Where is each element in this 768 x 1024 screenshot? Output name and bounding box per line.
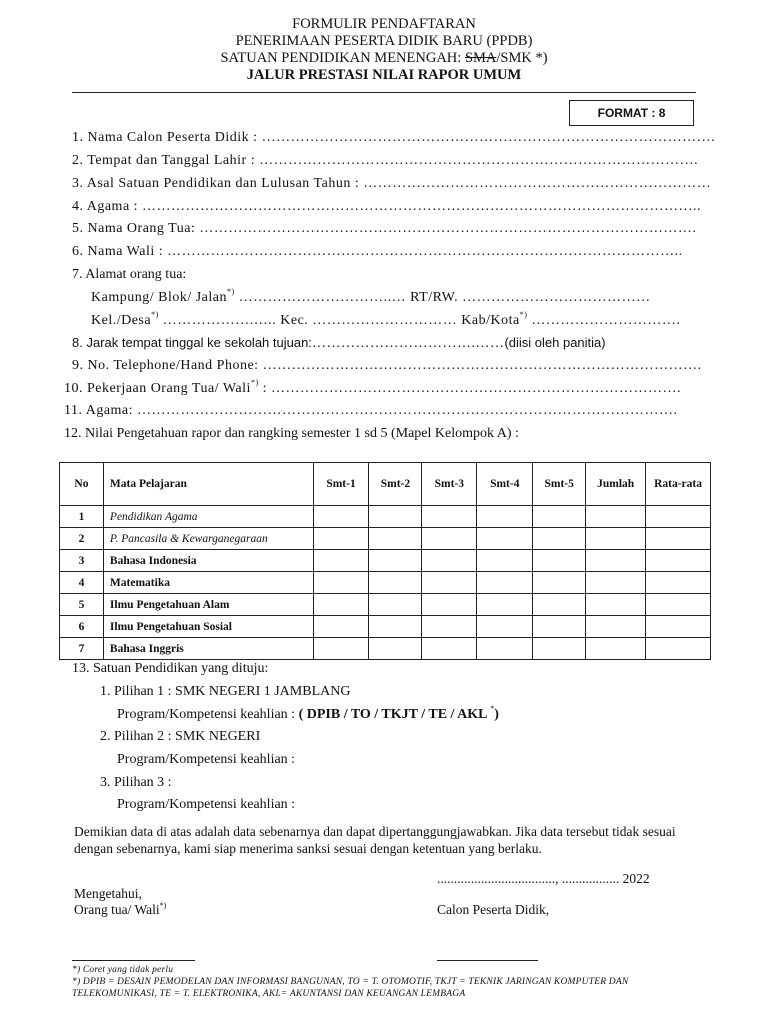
row-number: 6 (60, 616, 104, 638)
grade-cell[interactable] (586, 572, 646, 594)
signature-parent-text: Orang tua/ Wali (74, 902, 160, 917)
occupation-label: 10. Pekerjaan Orang Tua/ Wali (64, 381, 251, 396)
row-number: 5 (60, 594, 104, 616)
grade-cell[interactable] (533, 638, 586, 660)
choice-1[interactable]: 1. Pilihan 1 : SMK NEGERI 1 JAMBLANG (100, 684, 351, 699)
grade-cell[interactable] (422, 528, 477, 550)
field-parent-occupation[interactable] (64, 378, 681, 397)
grade-cell[interactable] (477, 528, 533, 550)
field-parent-address-label: 7. Alamat orang tua: (72, 267, 187, 282)
occupation-footnote: *) (250, 378, 259, 388)
occupation-dots: : …………………………………………………………………………. (258, 381, 681, 396)
grade-cell[interactable] (369, 594, 422, 616)
table-row (60, 506, 711, 528)
footnote-programs: *) DPIB = DESAIN PEMODELAN DAN INFORMASI BANGUNAN, TO = T. OTOMOTIF, TKJT = TEKNIK JARINGAN KOMPUTER DAN (72, 977, 629, 987)
field-parent-name[interactable]: 5. Nama Orang Tua: …………………………………………………………………………………………. (72, 221, 697, 236)
grade-cell[interactable] (369, 550, 422, 572)
footnote-strike: *) Coret yang tidak perlu (72, 965, 174, 975)
grade-cell[interactable] (369, 528, 422, 550)
distance-note: (diisi oleh panitia) (504, 335, 606, 350)
grade-cell[interactable] (422, 506, 477, 528)
grade-cell[interactable] (369, 506, 422, 528)
grade-cell[interactable] (533, 594, 586, 616)
address-village-footnote: *) (151, 310, 159, 320)
grade-cell[interactable] (477, 638, 533, 660)
address-street-dots: …………………………..… RT/RW. ………………………………… (234, 290, 651, 305)
field-birth-place-date[interactable]: 2. Tempat dan Tanggal Lahir : ………………………………………………………………………………. (72, 153, 699, 168)
choice-1-program-footnote: * (490, 704, 495, 714)
student-signature-line[interactable] (437, 960, 538, 961)
grade-cell[interactable] (477, 550, 533, 572)
grade-cell[interactable] (422, 572, 477, 594)
format-box: FORMAT : 8 (569, 100, 694, 126)
col-smt-1: Smt-1 (313, 463, 369, 506)
row-number: 2 (60, 528, 104, 550)
form-subtitle: PENERIMAAN PESERTA DIDIK BARU (PPDB) (235, 33, 533, 49)
grade-cell[interactable] (586, 594, 646, 616)
address-city-footnote: *) (519, 310, 528, 320)
grade-cell[interactable] (586, 616, 646, 638)
field-guardian-name[interactable]: 6. Nama Wali : …………………………………………………………………………………………….. (72, 244, 683, 259)
field-student-name[interactable]: 1. Nama Calon Peserta Didik : …………………………………………………………………………………. (72, 130, 716, 145)
grade-cell[interactable] (586, 506, 646, 528)
field-distance[interactable] (72, 335, 606, 352)
admission-path-title: JALUR PRESTASI NILAI RAPOR UMUM (246, 67, 522, 83)
grades-table (59, 462, 711, 660)
grade-cell[interactable] (477, 616, 533, 638)
grade-cell[interactable] (313, 506, 369, 528)
grade-cell[interactable] (646, 616, 711, 638)
form-title: FORMULIR PENDAFTARAN (292, 16, 476, 32)
field-grades-label: 12. Nilai Pengetahuan rapor dan rangking semester 1 sd 5 (Mapel Kelompok A) : (64, 426, 519, 441)
col-subject: Mata Pelajaran (103, 463, 313, 506)
grade-cell[interactable] (313, 528, 369, 550)
grade-cell[interactable] (369, 638, 422, 660)
grade-cell[interactable] (313, 616, 369, 638)
row-subject: Pendidikan Agama (103, 506, 313, 528)
grade-cell[interactable] (533, 528, 586, 550)
row-subject: Ilmu Pengetahuan Sosial (103, 616, 313, 638)
choice-1-program[interactable] (117, 704, 499, 723)
grades-header-row (60, 463, 711, 506)
grade-cell[interactable] (586, 550, 646, 572)
signature-student-label: Calon Peserta Didik, (437, 902, 550, 917)
grade-cell[interactable] (646, 638, 711, 660)
parent-signature-line[interactable] (72, 960, 195, 961)
grade-cell[interactable] (422, 638, 477, 660)
table-row (60, 616, 711, 638)
grade-cell[interactable] (477, 506, 533, 528)
field-phone[interactable]: 9. No. Telephone/Hand Phone: ………………………………………………………………………………. (72, 358, 702, 373)
row-subject: Bahasa Inggris (103, 638, 313, 660)
row-number: 4 (60, 572, 104, 594)
signature-date[interactable]: ..................................., ................. 2022 (437, 871, 650, 886)
address-district-city: ……………….….. Kec. ………………………… Kab/Kota (158, 313, 520, 328)
choice-2[interactable]: 2. Pilihan 2 : SMK NEGERI (100, 729, 261, 744)
grade-cell[interactable] (313, 550, 369, 572)
grade-cell[interactable] (533, 506, 586, 528)
table-row (60, 572, 711, 594)
grade-cell[interactable] (369, 616, 422, 638)
signature-parent-footnote: *) (159, 900, 167, 910)
signature-parent-label (74, 901, 166, 918)
grade-cell[interactable] (313, 638, 369, 660)
col-average: Rata-rata (646, 463, 711, 506)
education-unit-prefix: SATUAN PENDIDIKAN MENENGAH: (220, 50, 465, 66)
table-row (60, 528, 711, 550)
row-subject: P. Pancasila & Kewarganegaraan (103, 528, 313, 550)
grade-cell[interactable] (533, 550, 586, 572)
choice-1-program-close: ) (494, 707, 499, 722)
grade-cell[interactable] (646, 572, 711, 594)
field-origin-school[interactable]: 3. Asal Satuan Pendidikan dan Lulusan Tahun : ……………………………………………………………… (72, 176, 712, 191)
grade-cell[interactable] (586, 528, 646, 550)
address-street-footnote: *) (227, 287, 235, 297)
col-no: No (60, 463, 104, 506)
address-city-dots: …………………………. (527, 313, 681, 328)
choice-1-program-label: Program/Kompetensi keahlian : (117, 707, 299, 722)
grade-cell[interactable] (369, 572, 422, 594)
table-row (60, 638, 711, 660)
distance-label: 8. Jarak tempat tinggal ke sekolah tujuan: (72, 335, 312, 350)
grade-cell[interactable] (313, 572, 369, 594)
col-total: Jumlah (586, 463, 646, 506)
field-address-village[interactable] (91, 310, 681, 329)
target-school-title: 13. Satuan Pendidikan yang dituju: (72, 661, 269, 676)
grade-cell[interactable] (533, 572, 586, 594)
grade-cell[interactable] (422, 594, 477, 616)
address-village-label: Kel./Desa (91, 313, 152, 328)
grade-cell[interactable] (533, 616, 586, 638)
choice-1-program-options: ( DPIB / TO / TKJT / TE / AKL (298, 707, 491, 722)
row-subject: Matematika (103, 572, 313, 594)
table-row (60, 594, 711, 616)
grades-body (60, 506, 711, 660)
row-number: 1 (60, 506, 104, 528)
col-smt-3: Smt-3 (422, 463, 477, 506)
field-religion[interactable]: 4. Agama : …………………………………………………………………………………………………….. (72, 199, 702, 214)
field-address-street[interactable] (91, 287, 651, 306)
choice-2-program[interactable]: Program/Kompetensi keahlian : (117, 752, 296, 767)
grade-cell[interactable] (646, 506, 711, 528)
row-number: 7 (60, 638, 104, 660)
grade-cell[interactable] (422, 616, 477, 638)
choice-3-program[interactable]: Program/Kompetensi keahlian : (117, 797, 296, 812)
grade-cell[interactable] (477, 594, 533, 616)
grade-cell[interactable] (586, 638, 646, 660)
header-divider (72, 92, 696, 93)
choice-3[interactable]: 3. Pilihan 3 : (100, 775, 172, 790)
grade-cell[interactable] (646, 528, 711, 550)
declaration-statement: Demikian data di atas adalah data sebenarnya dan dapat dipertanggungjawabkan. Jika data tersebut tidak sesuai dengan sebenarnya, kami siap menerima sanksi sesuai dengan ketentuan yang berlaku. (74, 824, 676, 856)
distance-dots: …………………………….…… (311, 336, 505, 351)
row-subject: Ilmu Pengetahuan Alam (103, 594, 313, 616)
education-unit-struck: SMA (464, 50, 497, 66)
education-unit-suffix: /SMK *) (496, 50, 548, 66)
footnote-programs-cont: TELEKOMUNIKASI, TE = T. ELEKTRONIKA, AKL= AKUNTANSI DAN KEUANGAN LEMBAGA (72, 989, 466, 999)
col-smt-4: Smt-4 (477, 463, 533, 506)
grade-cell[interactable] (646, 550, 711, 572)
address-street-label: Kampung/ Blok/ Jalan (91, 290, 227, 305)
row-subject: Bahasa Indonesia (103, 550, 313, 572)
grade-cell[interactable] (646, 594, 711, 616)
grade-cell[interactable] (313, 594, 369, 616)
row-number: 3 (60, 550, 104, 572)
education-unit-line (0, 50, 768, 66)
field-religion-2[interactable]: 11. Agama: …………………………………………………………………………………………………. (64, 403, 678, 418)
grade-cell[interactable] (477, 572, 533, 594)
table-row (60, 550, 711, 572)
grade-cell[interactable] (422, 550, 477, 572)
col-smt-2: Smt-2 (369, 463, 422, 506)
signature-acknowledged: Mengetahui, (74, 886, 142, 901)
col-smt-5: Smt-5 (533, 463, 586, 506)
